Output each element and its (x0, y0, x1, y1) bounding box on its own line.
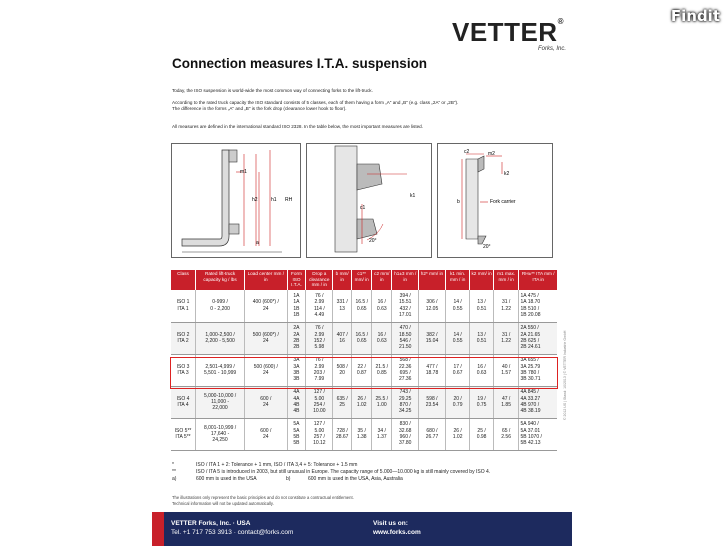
table-cell: 40 / 1.57 (493, 354, 519, 386)
ita-measures-table (171, 270, 557, 451)
label-k1: k1 (410, 193, 416, 199)
footer-visit-label: Visit us on: (373, 520, 408, 527)
table-cell: 26 / 1.02 (352, 386, 372, 418)
table-cell: 400 (600*) / 24 (245, 290, 287, 322)
table-cell: 508 / 20 (333, 354, 352, 386)
table-cell: 477 / 18.78 (419, 354, 446, 386)
table-cell: 2,501-4,999 / 5,501 - 10,999 (196, 354, 245, 386)
note-3 (172, 476, 403, 483)
table-cell: 16 / 0.63 (372, 290, 392, 322)
label-k2: k2 (504, 171, 510, 177)
label-angle-mid: 20° (369, 238, 377, 244)
col-drop: Drop a clearance mm / in (306, 270, 333, 290)
table-cell: 2A 550 / 2A 21.65 2B 625 / 2B 24.61 (519, 322, 557, 354)
table-cell: 16 / 0.63 (470, 354, 493, 386)
table-cell: ISO 5** ITA 5** (171, 418, 196, 450)
note-text: ISO / ITA 5 is introduced in 2003, but still unusual in Europe. The capacity range of 5.000—10.000 kg is still mainly covered by ISO 4. (196, 469, 491, 475)
table-cell: ISO 1 ITA 1 (171, 290, 196, 322)
col-m1: m1 max. mm / in (493, 270, 519, 290)
table-cell: 728 / 28.67 (333, 418, 352, 450)
table-cell: 35 / 1.38 (352, 418, 372, 450)
label-c1: c1 (360, 205, 366, 211)
table-header-row (171, 270, 557, 290)
label-m2: m2 (488, 151, 495, 157)
label-c2: c2 (464, 149, 470, 155)
table-cell: 306 / 12.05 (419, 290, 446, 322)
note-mark: b) (286, 476, 291, 482)
table-cell: 17 / 0.67 (445, 354, 470, 386)
table-cell: 5A 5A 5B 5B (287, 418, 306, 450)
table-cell: 31 / 1.22 (493, 322, 519, 354)
table-cell: 598 / 23.54 (419, 386, 446, 418)
label-angle-right: 20° (483, 244, 491, 250)
table-cell: 21.5 / 0.85 (372, 354, 392, 386)
table-cell: 394 / 15.51 432 / 17.01 (392, 290, 419, 322)
table-cell: 25.5 / 1.00 (372, 386, 392, 418)
table-cell: 830 / 32.68 960 / 37.80 (392, 418, 419, 450)
table-cell: 13 / 0.51 (470, 290, 493, 322)
col-form: Form ISO I.T.A. (287, 270, 306, 290)
intro-paragraph: Today, the ISO suspension is world-wide the most common way of connecting forks to the lift-truck. (172, 88, 373, 93)
table-cell: 331 / 13 (333, 290, 352, 322)
col-rh: RH±** ITA mm / ITA in (519, 270, 557, 290)
table-cell: 127 / 5.00 254 / 10.00 (306, 386, 333, 418)
table-cell: ISO 4 ITA 4 (171, 386, 196, 418)
label-fork-carrier: Fork carrier (490, 199, 516, 205)
table-row (171, 290, 557, 322)
col-h1: h1±3 mm / in (392, 270, 419, 290)
table-cell: 8,001-10,999 / 17,640 - 24,250 (196, 418, 245, 450)
footer-contact[interactable]: Tel. +1 717 753 3913 · contact@forks.com (171, 529, 294, 536)
table-cell: 743 / 29.25 870 / 34.25 (392, 386, 419, 418)
table-cell: ISO 3 ITA 3 (171, 354, 196, 386)
table-cell: 76 / 2.99 114 / 4.49 (306, 290, 333, 322)
label-m1: m1 (240, 169, 247, 175)
table-cell: 382 / 15.04 (419, 322, 446, 354)
table-cell: 0-999 / 0 - 2,200 (196, 290, 245, 322)
label-b: b (457, 199, 460, 205)
logo-subtitle: Forks, Inc. (538, 46, 567, 52)
table-cell: 600 / 24 (245, 418, 287, 450)
fork-side-drawing (172, 144, 302, 259)
table-body (171, 290, 557, 450)
table-cell: 500 (600*) / 24 (245, 322, 287, 354)
table-cell: 14 / 0.55 (445, 322, 470, 354)
note-mark: * (172, 462, 174, 468)
note-2 (172, 469, 490, 476)
table-cell: 2A 2A 2B 2B (287, 322, 306, 354)
table-cell: 4A 4A 4B 4B (287, 386, 306, 418)
table-cell: 22 / 0.87 (352, 354, 372, 386)
table-cell: 568 / 22.36 695 / 27.36 (392, 354, 419, 386)
label-a: a (256, 240, 259, 246)
logo-name: VETTER (452, 17, 558, 47)
vetter-logo (452, 17, 564, 48)
table-cell: 26 / 1.02 (445, 418, 470, 450)
disclaimer-2: Technical information will not be updated automatically. (172, 501, 274, 506)
table-cell: 5A 940 / 5A 37.01 5B 1070 / 5B 42.13 (519, 418, 557, 450)
findit-badge[interactable]: Findit (670, 7, 720, 25)
table-cell: 16.5 / 0.65 (352, 322, 372, 354)
col-capacity: Rated lift-truck capacity kg / lbs (196, 270, 245, 290)
note-text: 600 mm is used in the USA (196, 476, 257, 482)
table-cell: 31 / 1.22 (493, 290, 519, 322)
page-title: Connection measures I.T.A. suspension (172, 56, 428, 71)
table-cell: 65 / 2.56 (493, 418, 519, 450)
logo-registered: ® (557, 17, 564, 26)
note-mark: a) (172, 476, 177, 482)
table-cell: 76 / 2.99 203 / 7.99 (306, 354, 333, 386)
table-cell: 4A 845 / 4A 33.27 4B 970 / 4B 38.19 (519, 386, 557, 418)
classes-paragraph: According to the rated truck capacity the ISO standard consists of 5 classes, each of them having a form „A" and „B" (e.g. class „2A" or „2B"). (172, 100, 459, 105)
table-cell: 600 / 24 (245, 386, 287, 418)
col-class: Class (171, 270, 196, 290)
table-row (171, 354, 557, 386)
table-cell: 3A 3A 3B 3B (287, 354, 306, 386)
note-1 (172, 462, 357, 469)
table-cell: 19 / 0.75 (470, 386, 493, 418)
col-load-center: Load center mm / in (245, 270, 287, 290)
table-cell: 34 / 1.37 (372, 418, 392, 450)
label-h1: h1 (271, 197, 277, 203)
table-cell: 16 / 0.63 (372, 322, 392, 354)
diagram-hook-section (306, 143, 432, 258)
table-row (171, 322, 557, 354)
table-cell: 3A 655 / 3A 25.79 3B 780 / 3B 30.71 (519, 354, 557, 386)
col-c2: c2 mm/ in (372, 270, 392, 290)
table-cell: 1,000-2,500 / 2,200 - 5,500 (196, 322, 245, 354)
note-text: 600 mm is used in the USA, Asia, Australia (308, 476, 403, 482)
table-cell: 1A 1A 1B 1B (287, 290, 306, 322)
col-c1: c1** mm/ in (352, 270, 372, 290)
table-cell: ISO 2 ITA 2 (171, 322, 196, 354)
col-k1: k1 min. mm / in (445, 270, 470, 290)
footer-website-link[interactable]: www.forks.com (373, 529, 421, 536)
label-rh: RH (285, 197, 293, 203)
table-row (171, 386, 557, 418)
label-h2: h2 (252, 197, 258, 203)
footer-company: VETTER Forks, Inc. · USA (171, 520, 251, 527)
table-cell: 16.5 / 0.65 (352, 290, 372, 322)
diagram-fork-carrier (437, 143, 553, 258)
table-cell: 470 / 18.50 546 / 21.50 (392, 322, 419, 354)
table-cell: 47 / 1.85 (493, 386, 519, 418)
footer-accent-stripe (152, 512, 164, 546)
table-cell: 25 / 0.98 (470, 418, 493, 450)
table-cell: 76 / 2.99 152 / 5.98 (306, 322, 333, 354)
table-cell: 1A 475 / 1A 18.70 1B 510 / 1B 20.08 (519, 290, 557, 322)
forms-paragraph: The difference in the forms „A" and „B" is the fork drop (clearance lower hook to floor). (172, 106, 347, 111)
footer-bar (152, 512, 572, 546)
note-mark: ** (172, 469, 176, 475)
table-cell: 500 (600) / 24 (245, 354, 287, 386)
table-cell: 20 / 0.79 (445, 386, 470, 418)
table-cell: 13 / 0.51 (470, 322, 493, 354)
col-k2: k2 mm/ in (470, 270, 493, 290)
table-cell: 680 / 26.77 (419, 418, 446, 450)
col-h2: h2* mm/ in (419, 270, 446, 290)
table-cell: 407 / 16 (333, 322, 352, 354)
standard-paragraph: All measures are defined in the international standard ISO 2328. In the table below, the most important measures are listed. (172, 124, 424, 129)
col-b: b mm/ in (333, 270, 352, 290)
diagram-fork-side (171, 143, 301, 258)
table-cell: 14 / 0.55 (445, 290, 470, 322)
table-row (171, 418, 557, 450)
note-text: ISO / ITA 1 + 2: Tolerance + 1 mm, ISO / ITA 3,4 + 5: Tolerance + 1.5 mm (196, 462, 358, 468)
side-print-info: © 2012 US | Stand: 10/2013 | © VETTER Industrie GmbH (563, 330, 567, 420)
table-cell: 127 / 5.00 257 / 10.12 (306, 418, 333, 450)
table-cell: 635 / 25 (333, 386, 352, 418)
disclaimer-1: The illustrations only represent the basic principles and do not constitute a contractual entitlement. (172, 495, 354, 500)
table-cell: 5,000-10,000 / 11,000 - 22,000 (196, 386, 245, 418)
